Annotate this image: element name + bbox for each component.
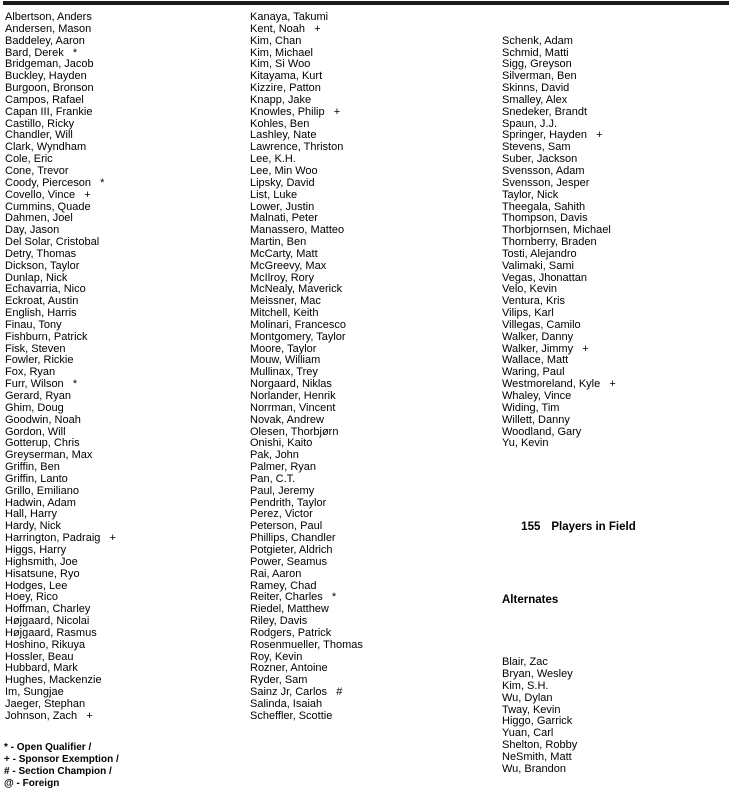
player-name: Greyserman, Max [5,449,93,462]
player-name: Knapp, Jake [250,93,312,106]
player-name: Potgieter, Aldrich [250,543,333,556]
player-name: Onishi, Kaito [250,437,313,450]
player-name: Hossler, Beau [5,650,74,663]
players-column-2 [250,12,363,723]
player-name: Griffin, Lanto [5,472,68,485]
player-name: Molinari, Francesco [250,318,346,331]
alternate-name: Shelton, Robby [502,739,578,752]
top-border-bar [3,1,729,5]
alternate-name: Kim, S.H. [502,679,549,692]
player-name: Albertson, Anders [5,11,92,23]
player-name: Gerard, Ryan [5,390,72,402]
player-name: Ghim, Doug [5,401,64,414]
player-name: McIlroy, Rory [250,271,314,284]
player-name: Hoshino, Rikuya [5,638,86,651]
player-name: Thornberry, Braden [502,236,597,249]
player-name: Scheffler, Scottie [250,709,333,722]
player-name: Wallace, Matt [502,354,569,367]
player-name: Pendrith, Taylor [250,496,327,509]
player-name: Tosti, Alejandro [502,247,577,260]
player-name: Kim, Chan [250,34,302,47]
player-name: Goodwin, Noah [5,413,81,426]
player-name: Pak, John [250,449,299,462]
player-name: Hardy, Nick [5,520,62,533]
player-name: Dunlap, Nick [5,271,68,284]
player-name: Olesen, Thorbjørn [250,425,339,438]
player-name: Castillo, Ricky [5,117,75,130]
legend-line: @ - Foreign [4,777,60,789]
player-name: Hoffman, Charley [5,603,91,616]
field-summary [502,510,636,546]
players-column-3 [502,12,636,799]
player-name: Coody, Pierceson * [5,176,105,189]
player-name: Rozner, Antoine [250,662,328,675]
player-name: Manassero, Matteo [250,224,345,237]
player-name: Fisk, Steven [5,342,66,355]
player-name: Widing, Tim [502,401,560,414]
alternates-list [502,657,636,775]
player-name: Lower, Justin [250,200,315,213]
player-name: Whaley, Vince [502,390,572,402]
player-name: Riley, Davis [250,615,308,628]
players-in-field-count: 155 [521,520,541,533]
player-name: Theegala, Sahith [502,200,586,213]
player-name: Skinns, David [502,82,570,95]
player-name: Palmer, Ryan [250,461,317,474]
player-name: Snedeker, Brandt [502,105,588,118]
player-name: Rodgers, Patrick [250,626,332,639]
player-name: Gotterup, Chris [5,437,80,450]
player-name: English, Harris [5,307,77,320]
player-name: Suber, Jackson [502,153,578,166]
player-name: Kent, Noah + [250,22,321,35]
player-name: Stevens, Sam [502,141,571,154]
player-name: Sainz Jr, Carlos # [250,686,343,699]
player-name: Schmid, Matti [502,46,569,59]
player-name: Spaun, J.J. [502,117,558,130]
player-name: Buckley, Hayden [5,70,87,83]
player-name: Pan, C.T. [250,472,296,485]
player-name: Knowles, Philip + [250,105,341,118]
player-name: Yu, Kevin [502,437,549,450]
player-name: Lawrence, Thriston [250,141,344,154]
player-name: Silverman, Ben [502,70,577,83]
player-name: Kim, Si Woo [250,58,311,71]
alternate-name: NeSmith, Matt [502,750,572,763]
player-name: Rai, Aaron [250,567,302,580]
legend-line: # - Section Champion / [4,765,112,777]
player-name: Fishburn, Patrick [5,330,88,343]
player-name: Lee, K.H. [250,153,296,166]
player-name: List, Luke [250,188,298,201]
player-name: Grillo, Emiliano [5,484,79,497]
player-name: Power, Seamus [250,555,328,568]
alternate-name: Tway, Kevin [502,703,561,716]
player-name: Burgoon, Bronson [5,82,94,95]
player-name: Mouw, William [250,354,321,367]
player-name: Kitayama, Kurt [250,70,323,83]
player-name: Highsmith, Joe [5,555,78,568]
player-name: Svensson, Adam [502,164,585,177]
player-name: Johnson, Zach + [5,709,93,722]
player-name: Furr, Wilson * [5,378,78,391]
player-name: Jaeger, Stephan [5,697,86,710]
player-name: Schenk, Adam [502,34,573,47]
player-name: Højgaard, Rasmus [5,626,97,639]
player-name: Eckroat, Austin [5,295,79,308]
player-name: Andersen, Mason [5,22,92,35]
players-column-3-names [502,36,636,451]
player-name: Perez, Victor [250,508,313,521]
player-name: Clark, Wyndham [5,141,87,154]
player-name: Hubbard, Mark [5,662,78,675]
player-name: Svensson, Jesper [502,176,590,189]
player-name: Kim, Michael [250,46,313,59]
player-name: Mitchell, Keith [250,307,319,320]
player-name: Springer, Hayden + [502,129,603,142]
player-name: Westmoreland, Kyle + [502,378,616,391]
alternate-name: Wu, Dylan [502,691,553,704]
player-name: Thompson, Davis [502,212,588,225]
player-name: Vilips, Karl [502,307,554,320]
symbol-legend [4,742,119,790]
alternate-name: Higgo, Garrick [502,715,573,728]
player-name: Smalley, Alex [502,93,568,106]
player-name: Capan III, Frankie [5,105,93,118]
player-name: Ventura, Kris [502,295,565,308]
player-name: Reiter, Charles * [250,591,337,604]
player-name: Malnati, Peter [250,212,318,225]
player-name: Meissner, Mac [250,295,321,308]
legend-line: * - Open Qualifier / [4,742,92,753]
player-name: Harrington, Padraig + [5,532,116,545]
legend-line: + - Sponsor Exemption / [4,753,119,765]
players-column-1 [5,12,116,723]
player-name: McCarty, Matt [250,247,318,260]
player-name: Dickson, Taylor [5,259,80,272]
player-name: Cole, Eric [5,153,53,166]
player-name: Bard, Derek * [5,46,78,59]
player-name: Gordon, Will [5,425,66,438]
player-name: Novak, Andrew [250,413,324,426]
player-name: Del Solar, Cristobal [5,236,100,249]
player-name: Norgaard, Niklas [250,378,332,391]
player-name: Hughes, Mackenzie [5,674,102,687]
player-name: Vegas, Jhonattan [502,271,588,284]
player-name: Detry, Thomas [5,247,77,260]
player-name: Valimaki, Sami [502,259,574,272]
player-name: Norrman, Vincent [250,401,336,414]
player-name: Rosenmueller, Thomas [250,638,363,651]
player-name: Hadwin, Adam [5,496,76,509]
player-name: Bridgeman, Jacob [5,58,94,71]
player-name: Montgomery, Taylor [250,330,346,343]
player-name: Campos, Rafael [5,93,84,106]
player-name: Cone, Trevor [5,164,69,177]
player-name: Finau, Tony [5,318,62,331]
player-name: Lipsky, David [250,176,315,189]
player-name: Lee, Min Woo [250,164,318,177]
player-name: Mullinax, Trey [250,366,318,379]
player-name: Riedel, Matthew [250,603,329,616]
player-name: Im, Sungjae [5,686,64,699]
player-name: Taylor, Nick [502,188,559,201]
player-name: Echavarria, Nico [5,283,86,296]
player-name: Kanaya, Takumi [250,11,329,23]
player-name: Phillips, Chandler [250,532,336,545]
player-name: Martin, Ben [250,236,307,249]
player-name: Hoey, Rico [5,591,58,604]
player-name: Lashley, Nate [250,129,317,142]
player-name: Hall, Harry [5,508,57,521]
player-name: Hisatsune, Ryo [5,567,80,580]
player-name: Moore, Taylor [250,342,317,355]
player-name: Day, Jason [5,224,60,237]
player-name: McGreevy, Max [250,259,327,272]
player-name: Sigg, Greyson [502,58,572,71]
player-name: Chandler, Will [5,129,73,142]
player-name: Hodges, Lee [5,579,68,592]
player-name: Ryder, Sam [250,674,308,687]
player-name: Norlander, Henrik [250,390,336,402]
alternates-heading: Alternates [502,593,559,606]
player-name: Thorbjornsen, Michael [502,224,611,237]
player-name: Højgaard, Nicolai [5,615,90,628]
player-name: Velo, Kevin [502,283,558,296]
player-name: Ramey, Chad [250,579,317,592]
player-name: Kohles, Ben [250,117,310,130]
player-name: Willett, Danny [502,413,570,426]
alternate-name: Bryan, Wesley [502,668,573,681]
player-name: Covello, Vince + [5,188,91,201]
alternate-name: Yuan, Carl [502,727,554,740]
player-name: Paul, Jeremy [250,484,315,497]
player-name: Salinda, Isaiah [250,697,323,710]
player-name: Griffin, Ben [5,461,60,474]
alternate-name: Wu, Brandon [502,762,567,775]
player-name: Villegas, Camilo [502,318,581,331]
player-name: Woodland, Gary [502,425,582,438]
player-name: Walker, Danny [502,330,574,343]
player-name: Baddeley, Aaron [5,34,85,47]
player-name: Walker, Jimmy + [502,342,589,355]
player-name: Kizzire, Patton [250,82,321,95]
alternate-name: Blair, Zac [502,656,548,669]
player-name: Roy, Kevin [250,650,303,663]
player-name: Cummins, Quade [5,200,91,213]
player-name: Waring, Paul [502,366,565,379]
players-in-field-label: Players in Field [551,520,636,533]
player-name: McNealy, Maverick [250,283,343,296]
player-name: Fowler, Rickie [5,354,74,367]
player-name: Fox, Ryan [5,366,56,379]
player-name: Dahmen, Joel [5,212,73,225]
player-name: Peterson, Paul [250,520,323,533]
player-name: Higgs, Harry [5,543,67,556]
